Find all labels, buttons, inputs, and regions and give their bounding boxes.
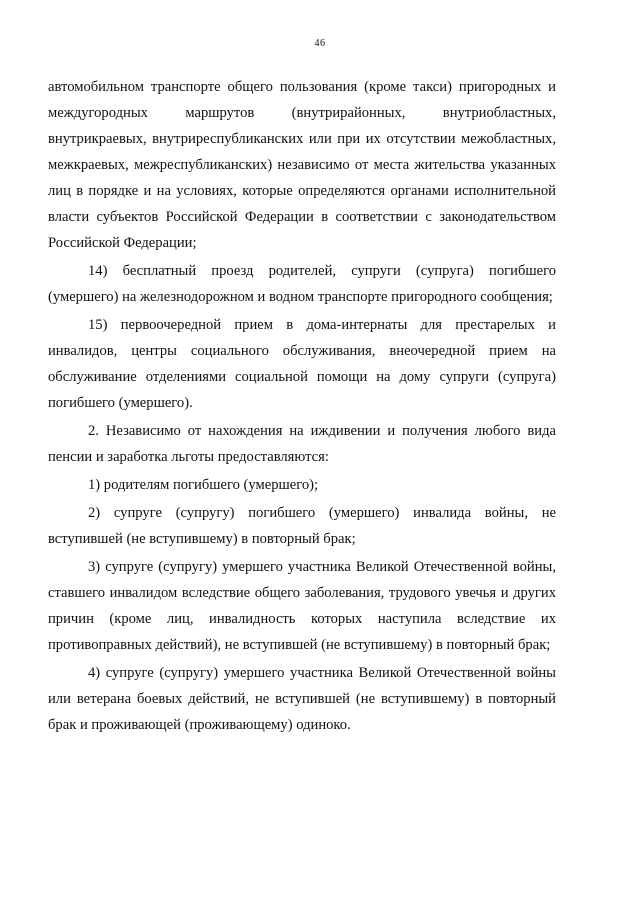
paragraph-continuation: автомобильном транспорте общего пользования (кроме такси) пригородных и междугородных маршрутов (внутрирайонных, внутриобластных, внутрикраевых, внутриреспубликанских или при их отсутствии межобластных, межкраевых, межреспубликанских) независимо от места жительства указанных лиц в порядке и на условиях, которые определяются органами исполнительной власти субъектов Российской Федерации в соответствии с законодательством Российской Федерации;: [48, 79, 556, 251]
paragraph-section-2: 2. Независимо от нахождения на иждивении и получения любого вида пенсии и заработка льготы предоставляются:: [48, 423, 556, 465]
paragraph-item-15: 15) первоочередной прием в дома-интернаты для престарелых и инвалидов, центры социального обслуживания, внеочередной прием на обслуживание отделениями социальной помощи на дому супруги (супруга) погибшего (умершего).: [48, 317, 556, 411]
paragraph-sub-item-3: 3) супруге (супругу) умершего участника Великой Отечественной войны, ставшего инвалидом вследствие общего заболевания, трудового увечья и других причин (кроме лиц, инвалидность которых наступила вследствие их противоправных действий), не вступившей (не вступившему) в повторный брак;: [48, 559, 556, 653]
paragraph-sub-item-4: 4) супруге (супругу) умершего участника Великой Отечественной войны или ветерана боевых действий, не вступившей (не вступившему) в повторный брак и проживающей (проживающему) одиноко.: [48, 665, 556, 733]
body-text: [48, 74, 556, 738]
paragraph-sub-item-2: 2) супруге (супругу) погибшего (умершего) инвалида войны, не вступившей (не вступившему) в повторный брак;: [48, 505, 556, 547]
paragraph-sub-item-1: 1) родителям погибшего (умершего);: [88, 477, 319, 493]
paragraph-item-14: 14) бесплатный проезд родителей, супруги (супруга) погибшего (умершего) на железнодорожном и водном транспорте пригородного сообщения;: [48, 263, 556, 305]
page-number: 46: [314, 38, 326, 49]
